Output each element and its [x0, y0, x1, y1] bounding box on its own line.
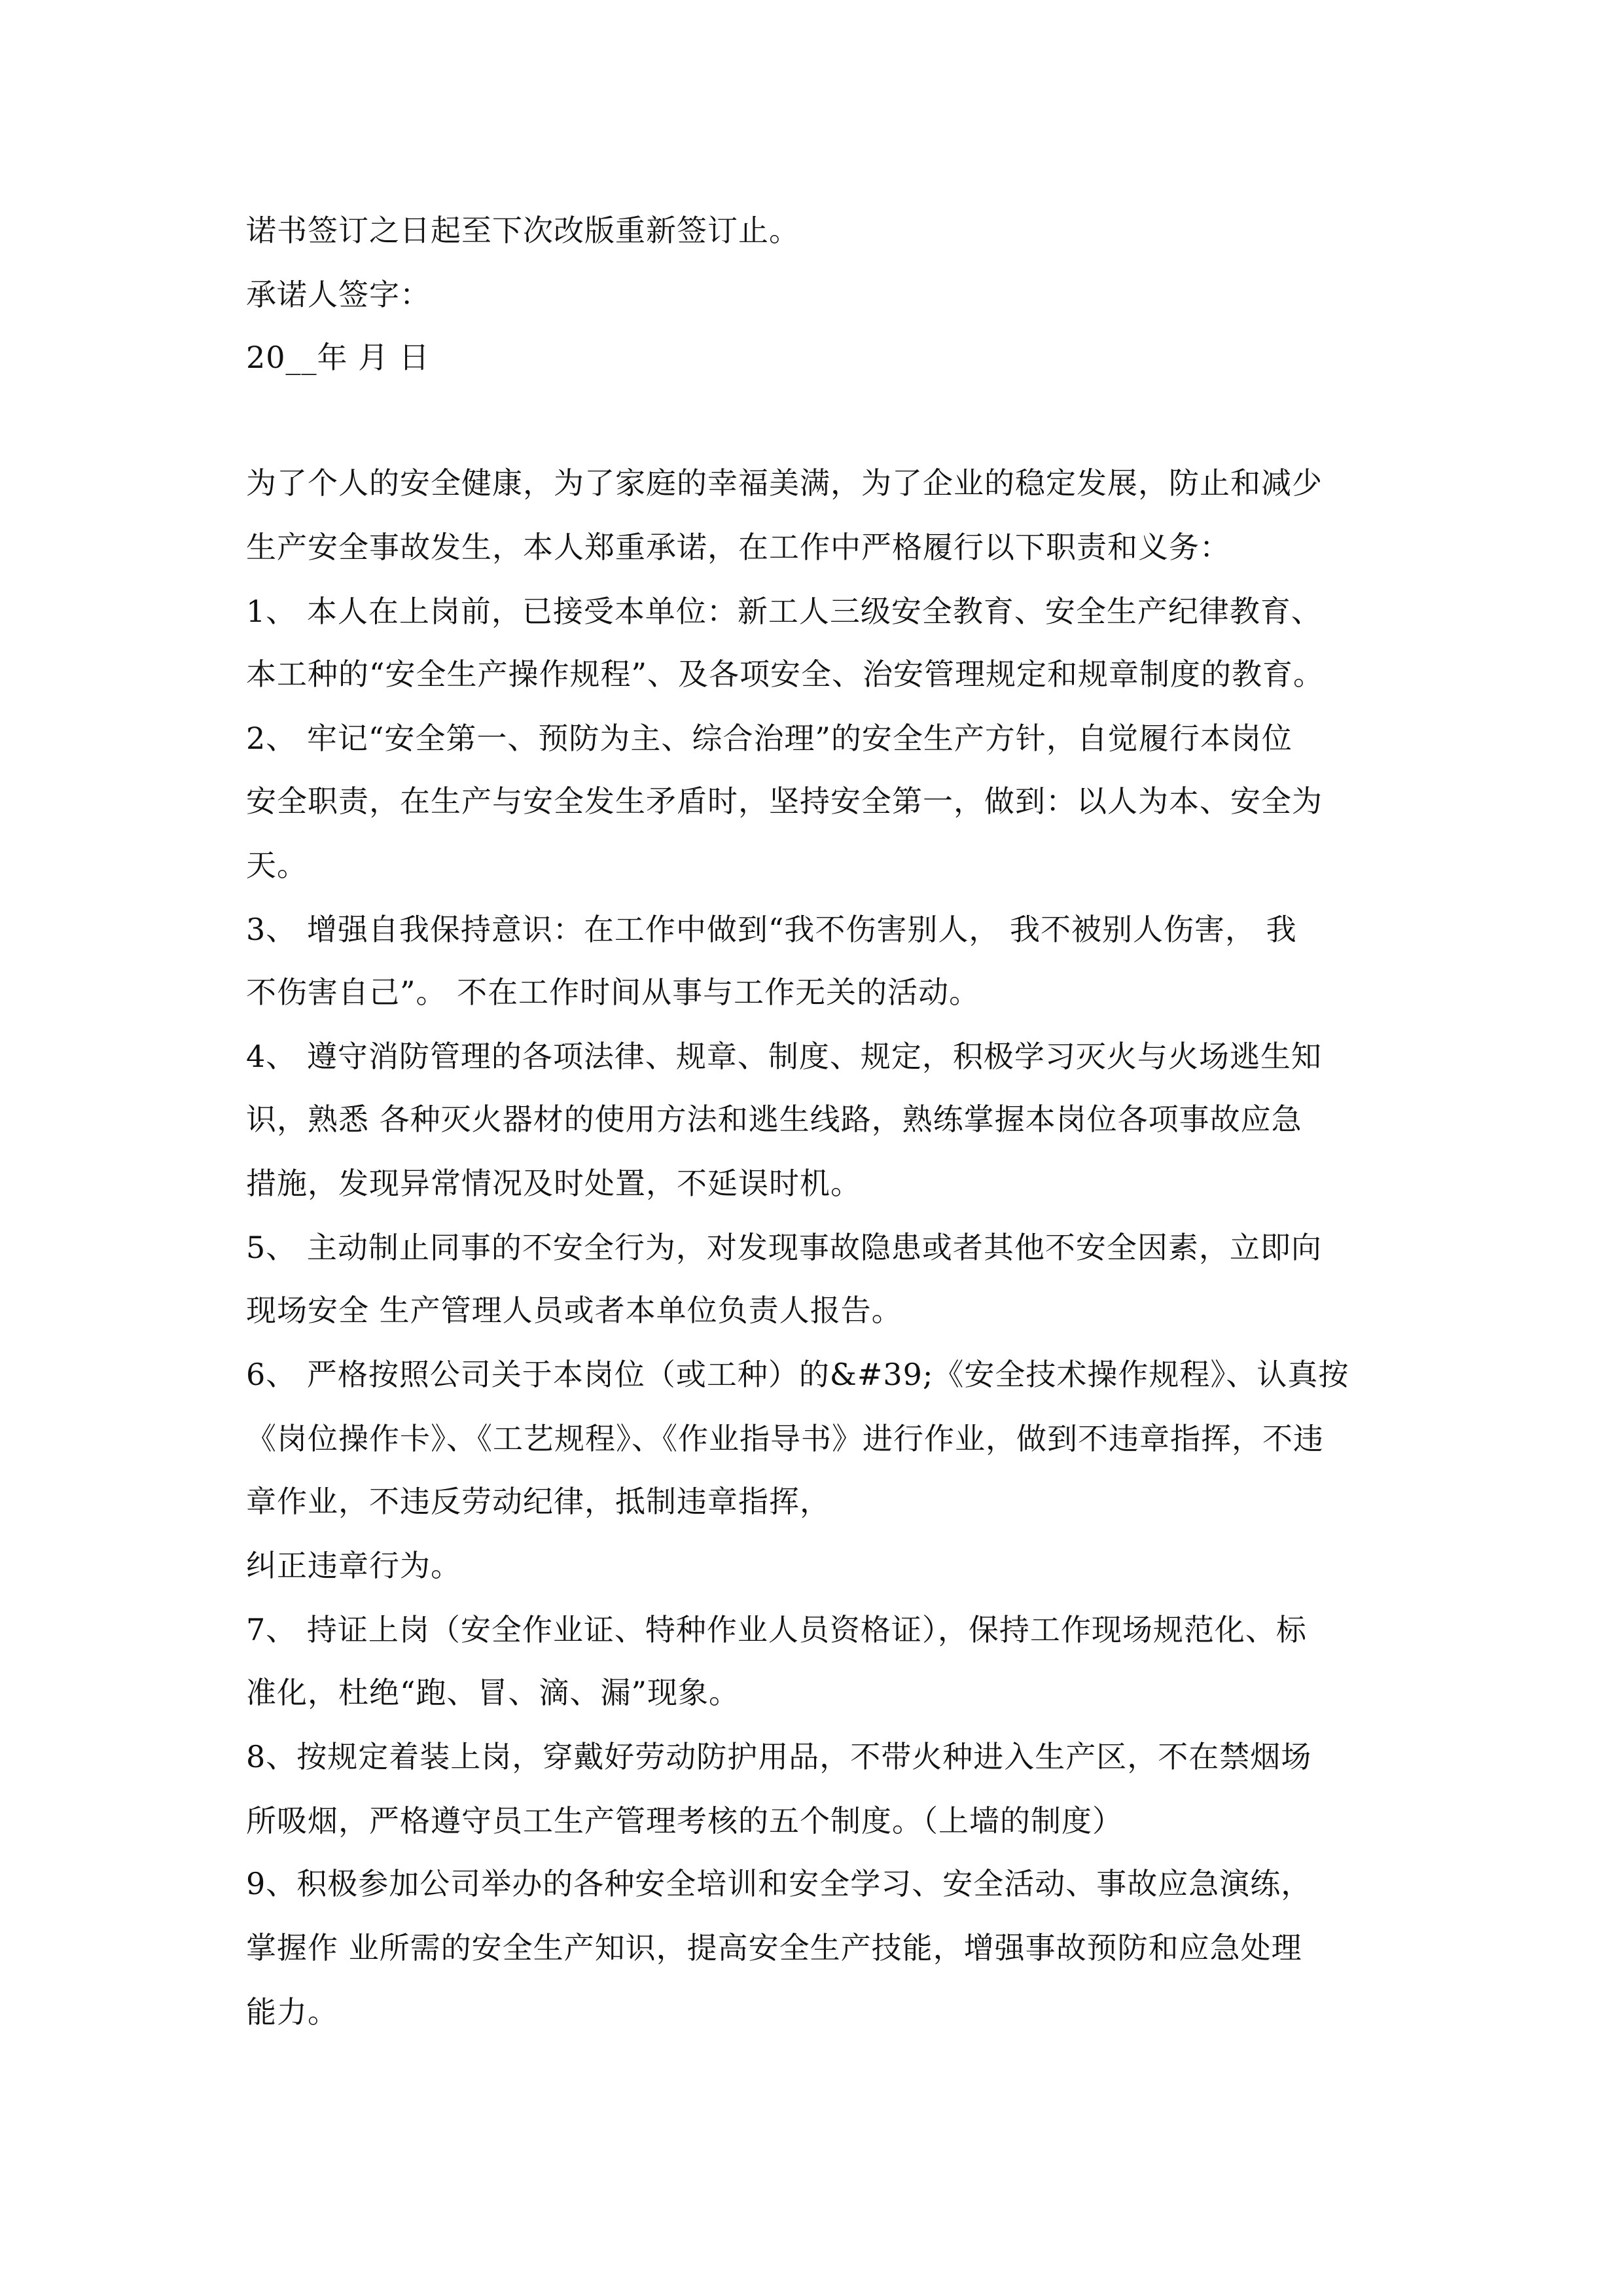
text-line: 《岗位操作卡》、《工艺规程》、《作业指导书》进行作业，做到不违章指挥，不违: [246, 1421, 1324, 1456]
text-line: 章作业，不违反劳动纪律，抵制违章指挥，: [246, 1484, 830, 1519]
text-line: 掌握作 业所需的安全生产知识，提高安全生产技能，增强事故预防和应急处理: [246, 1930, 1302, 1965]
text-line: 4、 遵守消防管理的各项法律、规章、制度、规定，积极学习灭火与火场逃生知: [246, 1039, 1322, 1074]
text-line: 8、按规定着装上岗，穿戴好劳动防护用品，不带火种进入生产区，不在禁烟场: [246, 1739, 1312, 1774]
text-line: 3、 增强自我保持意识：在工作中做到“我不伤害别人， 我不被别人伤害， 我: [246, 912, 1297, 947]
text-line: 本工种的“安全生产操作规程”、及各项安全、治安管理规定和规章制度的教育。: [246, 656, 1325, 692]
text-line: 生产安全事故发生，本人郑重承诺，在工作中严格履行以下职责和义务：: [246, 529, 1230, 565]
text-line: 措施，发现异常情况及时处置，不延误时机。: [246, 1166, 861, 1201]
text-line: 7、 持证上岗（安全作业证、特种作业人员资格证），保持工作现场规范化、标: [246, 1612, 1307, 1647]
text-line: 诺书签订之日起至下次改版重新签订止。: [246, 213, 800, 248]
text-line: 天。: [246, 848, 308, 883]
text-line: 5、 主动制止同事的不安全行为，对发现事故隐患或者其他不安全因素，立即向: [246, 1230, 1322, 1265]
text-line: 准化，杜绝“跑、冒、滴、漏”现象。: [246, 1675, 740, 1710]
text-line: 9、积极参加公司举办的各种安全培训和安全学习、安全活动、事故应急演练，: [246, 1866, 1312, 1901]
signature-label: 承诺人签字：: [246, 277, 431, 312]
date-line: 20__年 月 日: [246, 340, 430, 375]
text-line: 纠正违章行为。: [246, 1548, 461, 1583]
text-line: 为了个人的安全健康，为了家庭的幸福美满，为了企业的稳定发展，防止和减少: [246, 465, 1323, 501]
text-line: 不伤害自己”。 不在工作时间从事与工作无关的活动。: [246, 975, 980, 1010]
text-line: 现场安全 生产管理人员或者本单位负责人报告。: [246, 1293, 902, 1328]
text-line: 6、 严格按照公司关于本岗位（或工种）的&#39;《安全技术操作规程》、认真按: [246, 1357, 1349, 1392]
text-line: 所吸烟，严格遵守员工生产管理考核的五个制度。（上墙的制度）: [246, 1803, 1123, 1839]
text-line: 安全职责，在生产与安全发生矛盾时，坚持安全第一，做到：以人为本、安全为: [246, 783, 1323, 819]
text-line: 识，熟悉 各种灭火器材的使用方法和逃生线路，熟练掌握本岗位各项事故应急: [246, 1102, 1302, 1137]
text-line: 能力。: [246, 1994, 338, 2030]
text-line: 2、 牢记“安全第一、预防为主、综合治理”的安全生产方针，自觉履行本岗位: [246, 721, 1293, 756]
text-line: 1、 本人在上岗前，已接受本单位：新工人三级安全教育、安全生产纪律教育、: [246, 594, 1322, 629]
